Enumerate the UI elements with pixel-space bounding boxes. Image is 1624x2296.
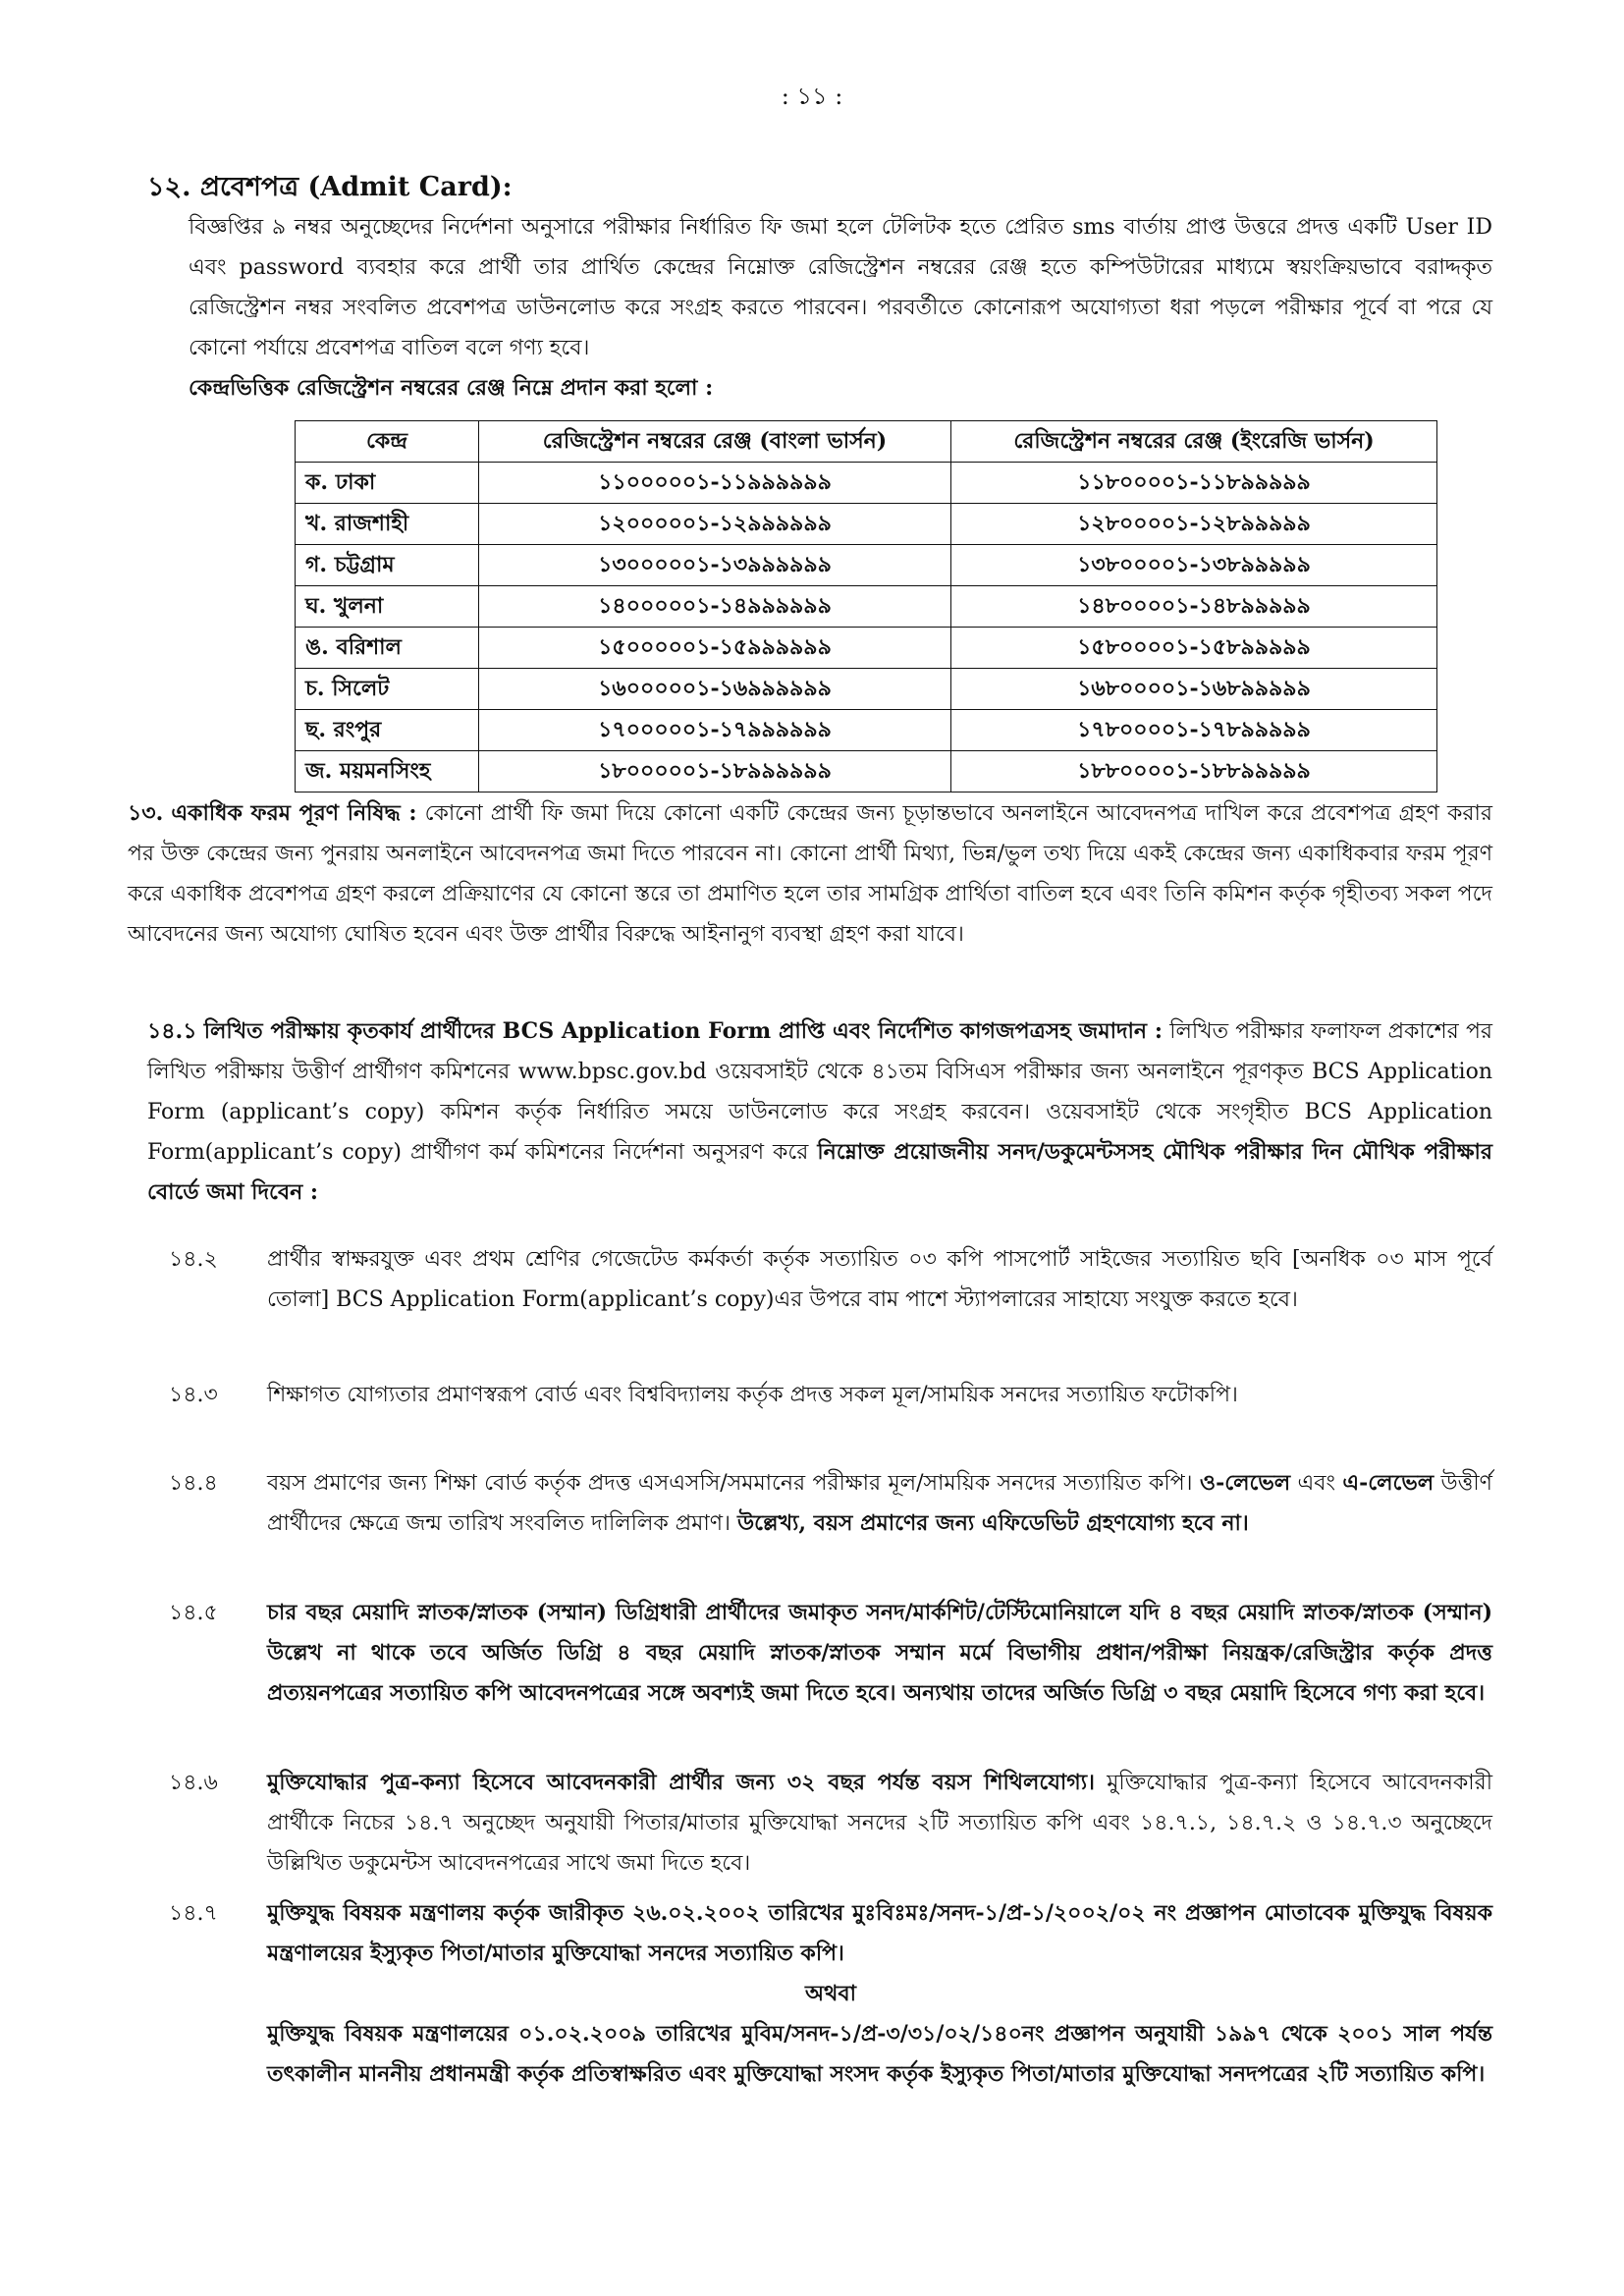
english-range-cell: ১৮৮০০০০১-১৮৮৯৯৯৯৯ [951,751,1437,793]
section-14-7-body-2: মুক্তিযুদ্ধ বিষয়ক মন্ত্রণালয়ের ০১.০২.২০০৯ তারিখের মুবিম/সনদ-১/প্র-৩/৩১/০২/১৪০নং প্রজ্ঞাপন অনুযায়ী ১৯৯৭ থেকে ২০০১ সাল পর্যন্ত তৎকালীন মাননীয় প্রধানমন্ত্রী কর্তৃক প্রতিস্বাক্ষরিত এবং মুক্তিযোদ্ধা সংসদ কর্তৃক ইস্যুকৃত পিতা/মাতার মুক্তিযোদ্ধা সনদপত্রের ২টি সত্যায়িত কপি। [267,2021,1492,2087]
section-14-4-a-level: এ-লেভেল [1342,1470,1435,1496]
bangla-range-cell: ১৭০০০০০১-১৭৯৯৯৯৯৯ [479,710,951,751]
section-14-6-bold: মুক্তিযোদ্ধার পুত্র-কন্যা হিসেবে আবেদনকারী প্রার্থীর জন্য ৩২ বছর পর্যন্ত বয়স শিথিলযোগ্য। [267,1770,1095,1795]
section-14-3-number: ১৪.৩ [169,1383,218,1407]
bangla-range-cell: ১৫০০০০০১-১৫৯৯৯৯৯৯ [479,628,951,669]
section-14-1-title: লিখিত পরীক্ষায় কৃতকার্য প্রার্থীদের BCS Application Form প্রাপ্তি এবং নির্দেশিত কাগজপত্রসহ জমাদান : [203,1018,1163,1044]
section-14-7 [169,1893,1492,2095]
section-12-title-bn: প্রবেশপত্র [199,172,299,202]
table-row [296,463,1437,504]
section-14-7-number: ১৪.৭ [169,1901,218,1926]
section-14-4-text-2: উত্তীর্ণ প্রার্থীদের ক্ষেত্রে জন্ম তারিখ সংবলিত দালিলিক প্রমাণ। [267,1471,1492,1536]
section-13-number: ১৩. [128,800,164,826]
section-14-4-and: এবং [1297,1471,1335,1496]
table-row [296,751,1437,793]
english-range-cell: ১৩৮০০০০১-১৩৮৯৯৯৯৯ [951,545,1437,586]
registration-range-table [295,420,1437,793]
section-12-table-caption: কেন্দ্রভিত্তিক রেজিস্ট্রেশন নম্বরের রেঞ্জ নিম্নে প্রদান করা হলো : [189,375,714,401]
table-row [296,504,1437,545]
table-row [296,586,1437,628]
page-number: : ১১ : [781,82,843,110]
section-14-1-body-bold: নিম্নোক্ত প্রয়োজনীয় সনদ/ডকুমেন্টসসহ মৌখিক পরীক্ষার দিন মৌখিক পরীক্ষার বোর্ডে জমা দিবেন : [147,1139,1493,1205]
section-14-1 [147,1011,1492,1213]
section-14-4-note: উল্লেখ্য, বয়স প্রমাণের জন্য এফিডেভিট গ্রহণযোগ্য হবে না। [736,1510,1249,1536]
table-header-row [296,421,1437,463]
table-row [296,669,1437,710]
section-14-2-number: ১৪.২ [169,1247,218,1272]
section-14-2 [169,1239,1492,1320]
table-row [296,710,1437,751]
english-range-cell: ১৭৮০০০০১-১৭৮৯৯৯৯৯ [951,710,1437,751]
english-range-cell: ১৬৮০০০০১-১৬৮৯৯৯৯৯ [951,669,1437,710]
section-13-body: কোনো প্রার্থী ফি জমা দিয়ে কোনো একটি কেন্দ্রের জন্য চূড়ান্তভাবে অনলাইনে আবেদনপত্র দাখিল করে প্রবেশপত্র গ্রহণ করার পর উক্ত কেন্দ্রের জন্য পুনরায় অনলাইনে আবেদনপত্র জমা দিতে পারবেন না। কোনো প্রার্থী মিথ্যা, ভিন্ন/ভুল তথ্য দিয়ে একই কেন্দ্রের জন্য একাধিকবার ফরম পূরণ করে একাধিক প্রবেশপত্র গ্রহণ করলে প্রক্রিয়াণের যে কোনো স্তরে তা প্রমাণিত হলে তার সামগ্রিক প্রার্থিতা বাতিল হবে এবং তিনি কমিশন কর্তৃক গৃহীতব্য সকল পদে আবেদনের জন্য অযোগ্য ঘোষিত হবেন এবং উক্ত প্রার্থীর বিরুদ্ধে আইনানুগ ব্যবস্থা গ্রহণ করা যাবে। [128,801,1493,947]
section-14-5-body: চার বছর মেয়াদি স্নাতক/স্নাতক (সম্মান) ডিগ্রিধারী প্রার্থীদের জমাকৃত সনদ/মার্কশিট/টেস্টিমোনিয়ালে যদি ৪ বছর মেয়াদি স্নাতক/স্নাতক (সম্মান) উল্লেখ না থাকে তবে অর্জিত ডিগ্রি ৪ বছর মেয়াদি স্নাতক/স্নাতক সম্মান মর্মে বিভাগীয় প্রধান/পরীক্ষা নিয়ন্ত্রক/রেজিস্ট্রার কর্তৃক প্রদত্ত প্রত্যয়নপত্রের সত্যায়িত কপি আবেদনপত্রের সঙ্গে অবশ্যই জমা দিতে হবে। অন্যথায় তাদের অর্জিত ডিগ্রি ৩ বছর মেয়াদি হিসেবে গণ্য করা হবে। [267,1600,1492,1706]
section-14-4-number: ১৪.৪ [169,1471,218,1496]
header-range-english: রেজিস্ট্রেশন নম্বরের রেঞ্জ (ইংরেজি ভার্সন) [951,421,1437,463]
section-14-1-number: ১৪.১ [147,1018,197,1044]
section-14-4 [169,1463,1492,1544]
section-14-7-body: মুক্তিযুদ্ধ বিষয়ক মন্ত্রণালয় কর্তৃক জারীকৃত ২৬.০২.২০০২ তারিখের মুঃবিঃমঃ/সনদ-১/প্র-১/২০০২/০২ নং প্রজ্ঞাপন মোতাবেক মুক্তিযুদ্ধ বিষয়ক মন্ত্রণালয়ের ইস্যুকৃত পিতা/মাতার মুক্তিযোদ্ধা সনদের সত্যায়িত কপি। [267,1900,1492,1966]
section-14-4-o-level: ও-লেভেল [1199,1470,1291,1496]
section-14-4-text-1: বয়স প্রমাণের জন্য শিক্ষা বোর্ড কর্তৃক প্রদত্ত এসএসসি/সমমানের পরীক্ষার মূল/সাময়িক সনদের সত্যায়িত কপি। [267,1471,1193,1496]
section-14-6-number: ১৪.৬ [169,1771,218,1795]
header-center: কেন্দ্র [296,421,479,463]
section-14-6-text: মুক্তিযোদ্ধার পুত্র-কন্যা হিসেবে আবেদনকারী প্রার্থীকে নিচের ১৪.৭ অনুচ্ছেদ অনুযায়ী পিতার/মাতার মুক্তিযোদ্ধা সনদের ২টি সত্যায়িত কপি এবং ১৪.৭.১, ১৪.৭.২ ও ১৪.৭.৩ অনুচ্ছেদে উল্লিখিত ডকুমেন্টস আবেদনপত্রের সাথে জমা দিতে হবে। [267,1771,1492,1876]
section-12 [147,167,1492,409]
section-14-4-body [267,1463,1492,1544]
center-cell: ক. ঢাকা [296,463,479,504]
center-cell: ঘ. খুলনা [296,586,479,628]
bangla-range-cell: ১৪০০০০০১-১৪৯৯৯৯৯৯ [479,586,951,628]
table-row [296,628,1437,669]
english-range-cell: ১১৮০০০০১-১১৮৯৯৯৯৯ [951,463,1437,504]
section-13 [128,793,1492,955]
english-range-cell: ১৪৮০০০০১-১৪৮৯৯৯৯৯ [951,586,1437,628]
section-14-3 [169,1375,1492,1415]
bangla-range-cell: ১২০০০০০১-১২৯৯৯৯৯৯ [479,504,951,545]
center-cell: গ. চট্টগ্রাম [296,545,479,586]
english-range-cell: ১২৮০০০০১-১২৮৯৯৯৯৯ [951,504,1437,545]
center-cell: চ. সিলেট [296,669,479,710]
section-14-5-number: ১৪.৫ [169,1601,218,1625]
center-cell: ঙ. বরিশাল [296,628,479,669]
english-range-cell: ১৫৮০০০০১-১৫৮৯৯৯৯৯ [951,628,1437,669]
section-12-title-en: (Admit Card): [307,172,513,202]
center-cell: ছ. রংপুর [296,710,479,751]
section-14-6-body [267,1763,1492,1884]
section-14-6 [169,1763,1492,1884]
section-14-1-body: লিখিত পরীক্ষার ফলাফল প্রকাশের পর লিখিত পরীক্ষায় উত্তীর্ণ প্রার্থীগণ কমিশনের www.bpsc.gov.bd ওয়েবসাইট থেকে ৪১তম বিসিএস পরীক্ষার জন্য অনলাইনে পূরণকৃত BCS Application Form (applicant’s copy) কমিশন কর্তৃক নির্ধারিত সময়ে ডাউনলোড করে সংগ্রহ করবেন। ওয়েবসাইট থেকে সংগৃহীত BCS Application Form(applicant’s copy) প্রার্থীগণ কর্ম কমিশনের নির্দেশনা অনুসরণ করে [147,1019,1492,1165]
section-12-paragraph: বিজ্ঞপ্তির ৯ নম্বর অনুচ্ছেদের নির্দেশনা অনুসারে পরীক্ষার নির্ধারিত ফি জমা হলে টেলিটক হতে প্রেরিত sms বার্তায় প্রাপ্ত উত্তরে প্রদত্ত একটি User ID এবং password ব্যবহার করে প্রার্থী তার প্রার্থিত কেন্দ্রের নিম্নোক্ত রেজিস্ট্রেশন নম্বরের রেঞ্জ হতে কম্পিউটারের মাধ্যমে স্বয়ংক্রিয়ভাবে বরাদ্দকৃত রেজিস্ট্রেশন নম্বর সংবলিত প্রবেশপত্র ডাউনলোড করে সংগ্রহ করতে পারবেন। পরবর্তীতে কোনোরূপ অযোগ্যতা ধরা পড়লে পরীক্ষার পূর্বে বা পরে যে কোনো পর্যায়ে প্রবেশপত্র বাতিল বলে গণ্য হবে। [189,215,1492,360]
bangla-range-cell: ১৩০০০০০১-১৩৯৯৯৯৯৯ [479,545,951,586]
section-14-5 [169,1593,1492,1714]
center-cell: জ. ময়মনসিংহ [296,751,479,793]
center-cell: খ. রাজশাহী [296,504,479,545]
header-range-bangla: রেজিস্ট্রেশন নম্বরের রেঞ্জ (বাংলা ভার্সন) [479,421,951,463]
section-14-7-or: অথবা [805,1981,856,2006]
section-12-heading [147,167,1492,207]
bangla-range-cell: ১৮০০০০০১-১৮৯৯৯৯৯৯ [479,751,951,793]
section-13-title: একাধিক ফরম পূরণ নিষিদ্ধ : [171,800,417,826]
bangla-range-cell: ১১০০০০০১-১১৯৯৯৯৯৯ [479,463,951,504]
section-14-2-body: প্রার্থীর স্বাক্ষরযুক্ত এবং প্রথম শ্রেণির গেজেটেড কর্মকর্তা কর্তৃক সত্যায়িত ০৩ কপি পাসপোর্ট সাইজের সত্যায়িত ছবি [অনধিক ০৩ মাস পূর্বে তোলা] BCS Application Form(applicant’s copy)এর উপরে বাম পাশে স্ট্যাপলারের সাহায্যে সংযুক্ত করতে হবে। [267,1247,1492,1312]
table-row [296,545,1437,586]
section-12-number: ১২. [147,172,191,202]
section-14-3-body: শিক্ষাগত যোগ্যতার প্রমাণস্বরূপ বোর্ড এবং বিশ্ববিদ্যালয় কর্তৃক প্রদত্ত সকল মূল/সাময়িক সনদের সত্যায়িত ফটোকপি। [267,1383,1238,1407]
bangla-range-cell: ১৬০০০০০১-১৬৯৯৯৯৯৯ [479,669,951,710]
